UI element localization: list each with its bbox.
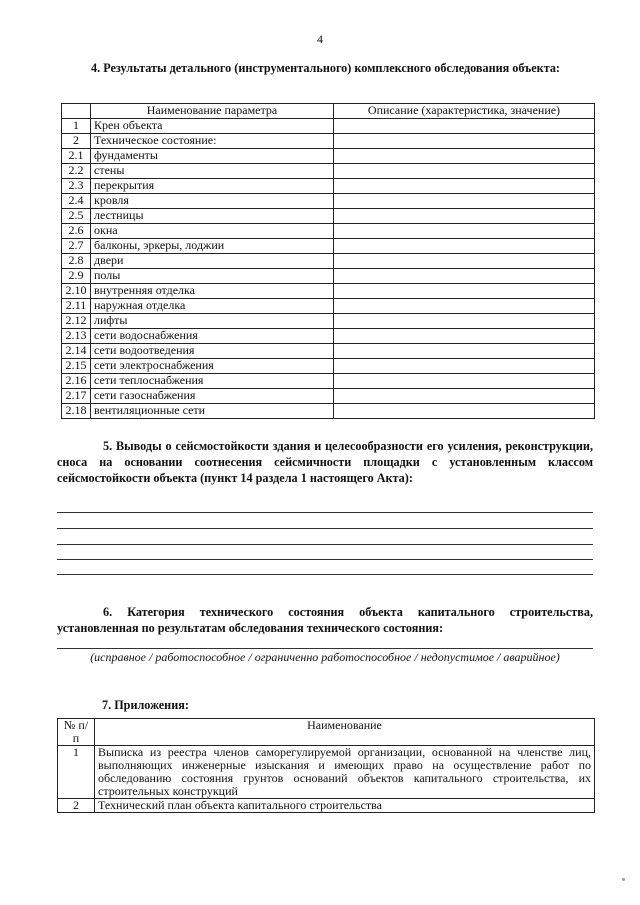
parameter-value[interactable] [334, 329, 595, 344]
row-number: 1 [62, 119, 91, 134]
category-options-hint: (исправное / работоспособное / ограниченно работоспособное / недопустимое / аварийное) [90, 650, 560, 664]
parameter-value[interactable] [334, 224, 595, 239]
row-number: 1 [58, 746, 95, 799]
row-number: 2.14 [62, 344, 91, 359]
parameter-value[interactable] [334, 284, 595, 299]
parameter-name: балконы, эркеры, лоджии [91, 239, 334, 254]
row-number: 2.4 [62, 194, 91, 209]
table-row [62, 179, 595, 194]
row-number: 2.2 [62, 164, 91, 179]
row-number: 2.10 [62, 284, 91, 299]
parameter-value[interactable] [334, 209, 595, 224]
parameter-value[interactable] [334, 164, 595, 179]
table-row [62, 194, 595, 209]
row-number: 2.3 [62, 179, 91, 194]
parameter-value[interactable] [334, 389, 595, 404]
table-row [58, 799, 595, 813]
row-number: 2.11 [62, 299, 91, 314]
parameter-value[interactable] [334, 404, 595, 419]
parameters-table [61, 103, 595, 419]
parameter-name: полы [91, 269, 334, 284]
section-6-heading: 6. Категория технического состояния объекта капитального строительства, установленная по результатам обследования технического состояния: [57, 605, 593, 635]
attachment-name: Технический план объекта капитального строительства [95, 799, 595, 813]
row-number: 2.12 [62, 314, 91, 329]
parameter-name: сети электроснабжения [91, 359, 334, 374]
attachment-name: Выписка из реестра членов саморегулируемой организации, основанной на членстве лиц, выполняющих инженерные изыскания и имеющих право на осуществление работ по обследованию состояния грунтов оснований объектов капитального строительства, их строительных конструкций [95, 746, 595, 799]
parameter-name: Техническое состояние: [91, 134, 334, 149]
table-row [62, 389, 595, 404]
table-header-row [62, 104, 595, 119]
section-5-heading: 5. Выводы о сейсмостойкости здания и целесообразности его усиления, реконструкции, сноса на основании соотнесения сейсмичности площадки с установленным классом сейсмостойкости объекта (пункт 14 раздела 1 настоящего Акта): [57, 439, 593, 485]
parameter-name: Крен объекта [91, 119, 334, 134]
table-header-cell: № п/п [58, 719, 95, 746]
parameter-name: сети газоснабжения [91, 389, 334, 404]
table-row [62, 344, 595, 359]
parameter-value[interactable] [334, 134, 595, 149]
attachments-table [57, 718, 595, 813]
parameter-name: лестницы [91, 209, 334, 224]
table-header-cell: Наименование [95, 719, 595, 746]
table-header-cell [62, 104, 91, 119]
parameter-value[interactable] [334, 344, 595, 359]
blank-line [57, 574, 593, 575]
blank-line [57, 544, 593, 545]
parameter-name: двери [91, 254, 334, 269]
row-number: 2.18 [62, 404, 91, 419]
parameter-name: сети теплоснабжения [91, 374, 334, 389]
table-row [62, 224, 595, 239]
table-row [62, 164, 595, 179]
parameter-value[interactable] [334, 299, 595, 314]
row-number: 2 [58, 799, 95, 813]
parameter-value[interactable] [334, 239, 595, 254]
table-row [62, 404, 595, 419]
row-number: 2.5 [62, 209, 91, 224]
table-row [62, 254, 595, 269]
table-row [62, 239, 595, 254]
table-row [62, 314, 595, 329]
table-row [62, 134, 595, 149]
row-number: 2.16 [62, 374, 91, 389]
parameter-name: стены [91, 164, 334, 179]
parameter-value[interactable] [334, 269, 595, 284]
table-row [62, 269, 595, 284]
parameter-name: перекрытия [91, 179, 334, 194]
parameter-value[interactable] [334, 179, 595, 194]
parameter-name: фундаменты [91, 149, 334, 164]
blank-line [57, 648, 593, 649]
parameter-value[interactable] [334, 119, 595, 134]
parameter-value[interactable] [334, 359, 595, 374]
row-number: 2.15 [62, 359, 91, 374]
parameter-name: вентиляционные сети [91, 404, 334, 419]
parameter-name: внутренняя отделка [91, 284, 334, 299]
parameter-value[interactable] [334, 254, 595, 269]
parameter-value[interactable] [334, 194, 595, 209]
page-number: 4 [317, 32, 323, 46]
row-number: 2.6 [62, 224, 91, 239]
table-row [58, 746, 595, 799]
row-number: 2.9 [62, 269, 91, 284]
row-number: 2.13 [62, 329, 91, 344]
parameter-name: сети водоотведения [91, 344, 334, 359]
parameter-name: лифты [91, 314, 334, 329]
row-number: 2.7 [62, 239, 91, 254]
table-header-cell: Наименование параметра [91, 104, 334, 119]
table-row [62, 359, 595, 374]
blank-line [57, 528, 593, 529]
table-row [62, 299, 595, 314]
row-number: 2.8 [62, 254, 91, 269]
parameter-name: сети водоснабжения [91, 329, 334, 344]
parameter-value[interactable] [334, 374, 595, 389]
table-row [62, 149, 595, 164]
table-row [62, 329, 595, 344]
parameter-name: окна [91, 224, 334, 239]
table-row [62, 374, 595, 389]
blank-line [57, 559, 593, 560]
scan-mark [622, 878, 625, 881]
row-number: 2.17 [62, 389, 91, 404]
section-7-heading: 7. Приложения: [102, 698, 189, 712]
table-row [62, 284, 595, 299]
section-4-heading: 4. Результаты детального (инструментального) комплексного обследования объекта: [91, 61, 560, 75]
parameter-value[interactable] [334, 149, 595, 164]
table-row [62, 119, 595, 134]
table-header-cell: Описание (характеристика, значение) [334, 104, 595, 119]
row-number: 2 [62, 134, 91, 149]
table-header-row [58, 719, 595, 746]
table-row [62, 209, 595, 224]
parameter-value[interactable] [334, 314, 595, 329]
parameter-name: кровля [91, 194, 334, 209]
row-number: 2.1 [62, 149, 91, 164]
parameter-name: наружная отделка [91, 299, 334, 314]
blank-line [57, 512, 593, 513]
